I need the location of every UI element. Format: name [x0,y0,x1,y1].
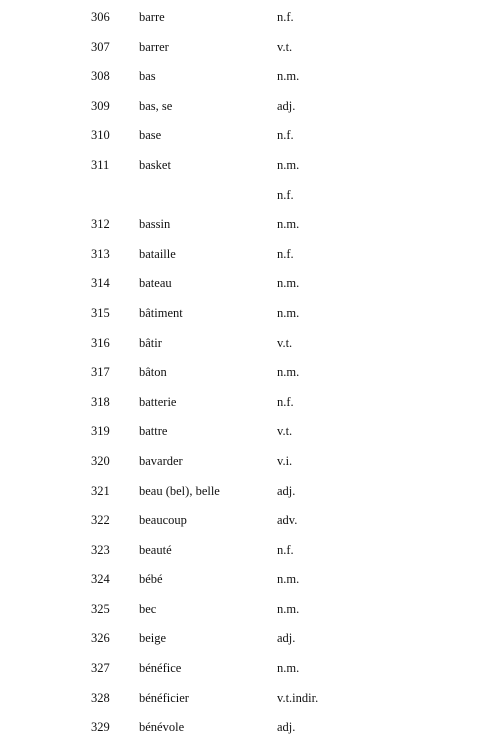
entry-part-of-speech: v.i. [277,453,293,468]
list-item [0,392,481,422]
entry-part-of-speech: n.m. [277,276,300,291]
entry-number: 312 [91,217,110,232]
entry-number: 319 [91,424,110,439]
entry-number: 320 [91,453,110,468]
list-item [0,7,481,37]
entry-word: beige [139,631,167,646]
entry-number: 317 [91,365,110,380]
entry-number: 314 [91,276,110,291]
entry-part-of-speech: n.m. [277,305,300,320]
entry-part-of-speech: n.f. [277,542,294,557]
entry-part-of-speech: n.f. [277,187,294,202]
entry-number: 324 [91,572,110,587]
entry-number: 322 [91,513,110,528]
list-item [0,421,481,451]
entry-part-of-speech: v.t. [277,335,293,350]
entry-word: barre [139,10,165,24]
entry-word: bénéficier [139,690,189,705]
list-item [0,155,481,185]
list-item [0,362,481,392]
entry-number: 323 [91,542,110,557]
entry-part-of-speech: n.m. [277,157,300,172]
entry-part-of-speech: n.m. [277,572,300,587]
entry-word: battre [139,424,168,439]
list-item [0,569,481,599]
list-item [0,688,481,718]
entry-word: basket [139,157,171,172]
entry-number: 309 [91,98,110,113]
entry-part-of-speech: v.t. [277,424,293,439]
entry-part-of-speech: n.m. [277,661,300,676]
entry-part-of-speech: v.t. [277,39,293,54]
entry-number: 329 [91,720,110,735]
entry-number: 326 [91,631,110,646]
entry-word: bâton [139,365,167,380]
entry-word: bataille [139,246,176,261]
list-item [0,66,481,96]
entry-word: bas, se [139,98,173,113]
vocabulary-list [0,7,481,747]
entry-word: beaucoup [139,513,187,528]
entry-word: bas [139,69,156,84]
list-item [0,37,481,67]
entry-part-of-speech: adj. [277,631,296,646]
entry-number: 321 [91,483,110,498]
list-item [0,244,481,274]
list-item [0,481,481,511]
entry-number: 306 [91,10,110,24]
entry-word: bébé [139,572,163,587]
entry-word: bavarder [139,453,183,468]
entry-part-of-speech: n.m. [277,601,300,616]
list-item [0,451,481,481]
entry-part-of-speech: n.f. [277,128,294,143]
list-item [0,717,481,747]
list-item [0,540,481,570]
list-item [0,333,481,363]
list-item [0,273,481,303]
entry-word: bateau [139,276,172,291]
list-item [0,125,481,155]
entry-part-of-speech: n.m. [277,365,300,380]
entry-part-of-speech: v.t.indir. [277,690,319,705]
entry-part-of-speech: n.f. [277,10,294,24]
entry-part-of-speech: n.m. [277,69,300,84]
entry-number: 328 [91,690,110,705]
entry-part-of-speech: adv. [277,513,298,528]
list-item [0,303,481,333]
entry-word: beauté [139,542,172,557]
list-item [0,214,481,244]
list-item [0,628,481,658]
list-item [0,599,481,629]
entry-word: barrer [139,39,169,54]
entry-word: bâtir [139,335,162,350]
entry-number: 308 [91,69,110,84]
entry-number: 327 [91,661,110,676]
entry-word: bâtiment [139,305,183,320]
entry-part-of-speech: adj. [277,483,296,498]
entry-word: beau (bel), belle [139,483,220,498]
entry-part-of-speech: adj. [277,720,296,735]
entry-number: 313 [91,246,110,261]
entry-number: 315 [91,305,110,320]
entry-part-of-speech: adj. [277,98,296,113]
list-item [0,658,481,688]
list-item [0,510,481,540]
entry-number: 311 [91,157,110,172]
entry-word: bénéfice [139,661,182,676]
entry-number: 310 [91,128,110,143]
entry-part-of-speech: n.f. [277,246,294,261]
entry-word: bénévole [139,720,185,735]
entry-number: 307 [91,39,110,54]
entry-number: 318 [91,394,110,409]
entry-word: batterie [139,394,177,409]
entry-word: base [139,128,162,143]
entry-number: 316 [91,335,110,350]
list-item [0,185,481,215]
list-item [0,96,481,126]
entry-number: 325 [91,601,110,616]
entry-part-of-speech: n.m. [277,217,300,232]
entry-part-of-speech: n.f. [277,394,294,409]
entry-word: bassin [139,217,171,232]
entry-word: bec [139,601,157,616]
